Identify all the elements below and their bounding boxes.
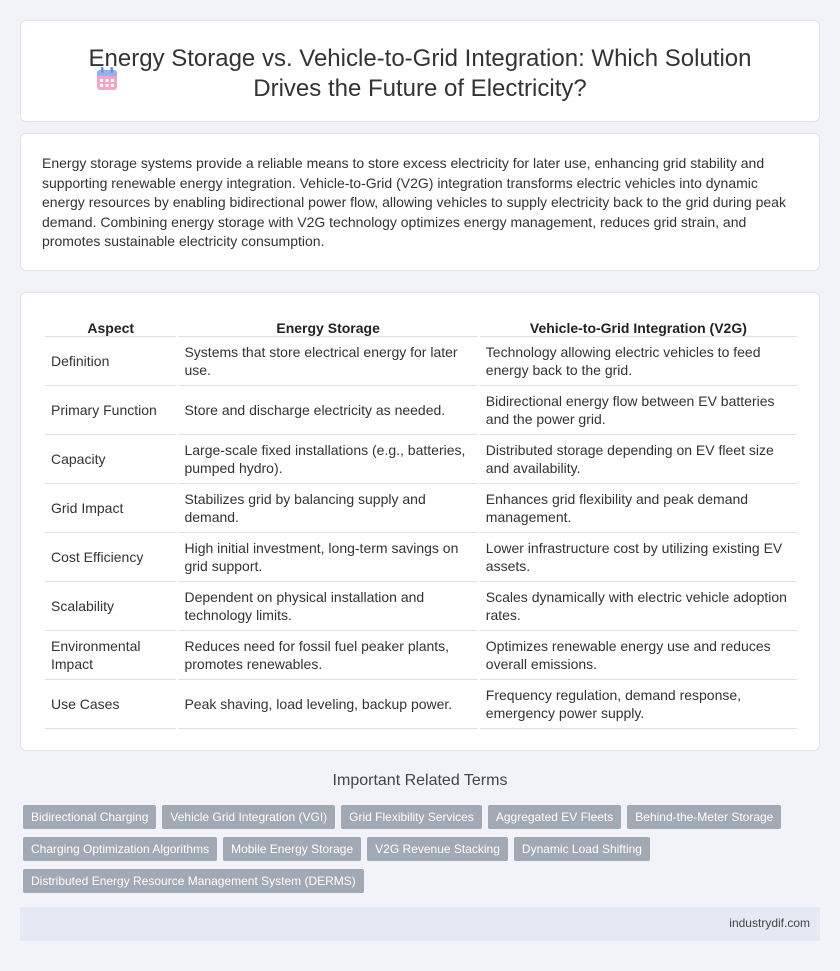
table-row: [45, 337, 797, 386]
table-row: [45, 386, 797, 435]
comparison-table: [43, 315, 799, 729]
footer-site-link[interactable]: industrydif.com: [729, 916, 810, 930]
term-tag[interactable]: Dynamic Load Shifting: [514, 837, 650, 861]
row-v2g: Optimizes renewable energy use and reduces overall emissions.: [480, 631, 797, 680]
term-tag[interactable]: Distributed Energy Resource Management System (DERMS): [23, 869, 364, 893]
row-aspect: Scalability: [45, 582, 176, 631]
row-aspect: Definition: [45, 337, 176, 386]
row-aspect: Grid Impact: [45, 484, 176, 533]
related-terms-section: [20, 772, 820, 893]
comparison-table-card: [20, 292, 820, 751]
header-energy-storage: Energy Storage: [178, 315, 477, 337]
row-energy-storage: Dependent on physical installation and technology limits.: [178, 582, 477, 631]
row-energy-storage: Stabilizes grid by balancing supply and demand.: [178, 484, 477, 533]
footer: [20, 907, 820, 941]
related-terms-list: [20, 805, 820, 893]
intro-card: [20, 133, 820, 271]
row-energy-storage: High initial investment, long-term savings on grid support.: [178, 533, 477, 582]
row-v2g: Distributed storage depending on EV fleet size and availability.: [480, 435, 797, 484]
row-aspect: Capacity: [45, 435, 176, 484]
term-tag[interactable]: Mobile Energy Storage: [223, 837, 361, 861]
intro-paragraph: Energy storage systems provide a reliable means to store excess electricity for later use, enhancing grid stability and supporting renewable energy integration. Vehicle-to-Grid (V2G) integration transforms electric vehicles into dynamic energy resources by enabling bidirectional power flow, allowing vehicles to supply electricity back to the grid during peak demand. Combining energy storage with V2G technology optimizes energy management, reduces grid strain, and promotes sustainable electricity consumption.: [42, 155, 786, 250]
term-tag[interactable]: Charging Optimization Algorithms: [23, 837, 217, 861]
table-row: [45, 680, 797, 729]
row-v2g: Lower infrastructure cost by utilizing existing EV assets.: [480, 533, 797, 582]
row-aspect: Cost Efficiency: [45, 533, 176, 582]
table-row: [45, 533, 797, 582]
related-terms-heading: Important Related Terms: [332, 772, 508, 789]
row-energy-storage: Systems that store electrical energy for later use.: [178, 337, 477, 386]
row-aspect: Environmental Impact: [45, 631, 176, 680]
row-aspect: Use Cases: [45, 680, 176, 729]
title-card: [20, 20, 820, 122]
row-energy-storage: Store and discharge electricity as needed.: [178, 386, 477, 435]
row-energy-storage: Reduces need for fossil fuel peaker plants, promotes renewables.: [178, 631, 477, 680]
row-energy-storage: Large-scale fixed installations (e.g., batteries, pumped hydro).: [178, 435, 477, 484]
row-v2g: Bidirectional energy flow between EV batteries and the power grid.: [480, 386, 797, 435]
table-row: [45, 582, 797, 631]
term-tag[interactable]: Aggregated EV Fleets: [488, 805, 621, 829]
term-tag[interactable]: Bidirectional Charging: [23, 805, 156, 829]
page-title: Energy Storage vs. Vehicle-to-Grid Integration: Which Solution Drives the Future of Electricity?: [88, 45, 752, 102]
row-energy-storage: Peak shaving, load leveling, backup power.: [178, 680, 477, 729]
term-tag[interactable]: Behind-the-Meter Storage: [627, 805, 781, 829]
row-v2g: Technology allowing electric vehicles to feed energy back to the grid.: [480, 337, 797, 386]
row-aspect: Primary Function: [45, 386, 176, 435]
table-row: [45, 631, 797, 680]
term-tag[interactable]: Grid Flexibility Services: [341, 805, 482, 829]
header-v2g: Vehicle-to-Grid Integration (V2G): [480, 315, 797, 337]
table-row: [45, 484, 797, 533]
term-tag[interactable]: Vehicle Grid Integration (VGI): [162, 805, 335, 829]
row-v2g: Scales dynamically with electric vehicle adoption rates.: [480, 582, 797, 631]
header-aspect: Aspect: [45, 315, 176, 337]
table-header-row: [45, 315, 797, 337]
table-row: [45, 435, 797, 484]
row-v2g: Frequency regulation, demand response, emergency power supply.: [480, 680, 797, 729]
row-v2g: Enhances grid flexibility and peak demand management.: [480, 484, 797, 533]
term-tag[interactable]: V2G Revenue Stacking: [367, 837, 508, 861]
